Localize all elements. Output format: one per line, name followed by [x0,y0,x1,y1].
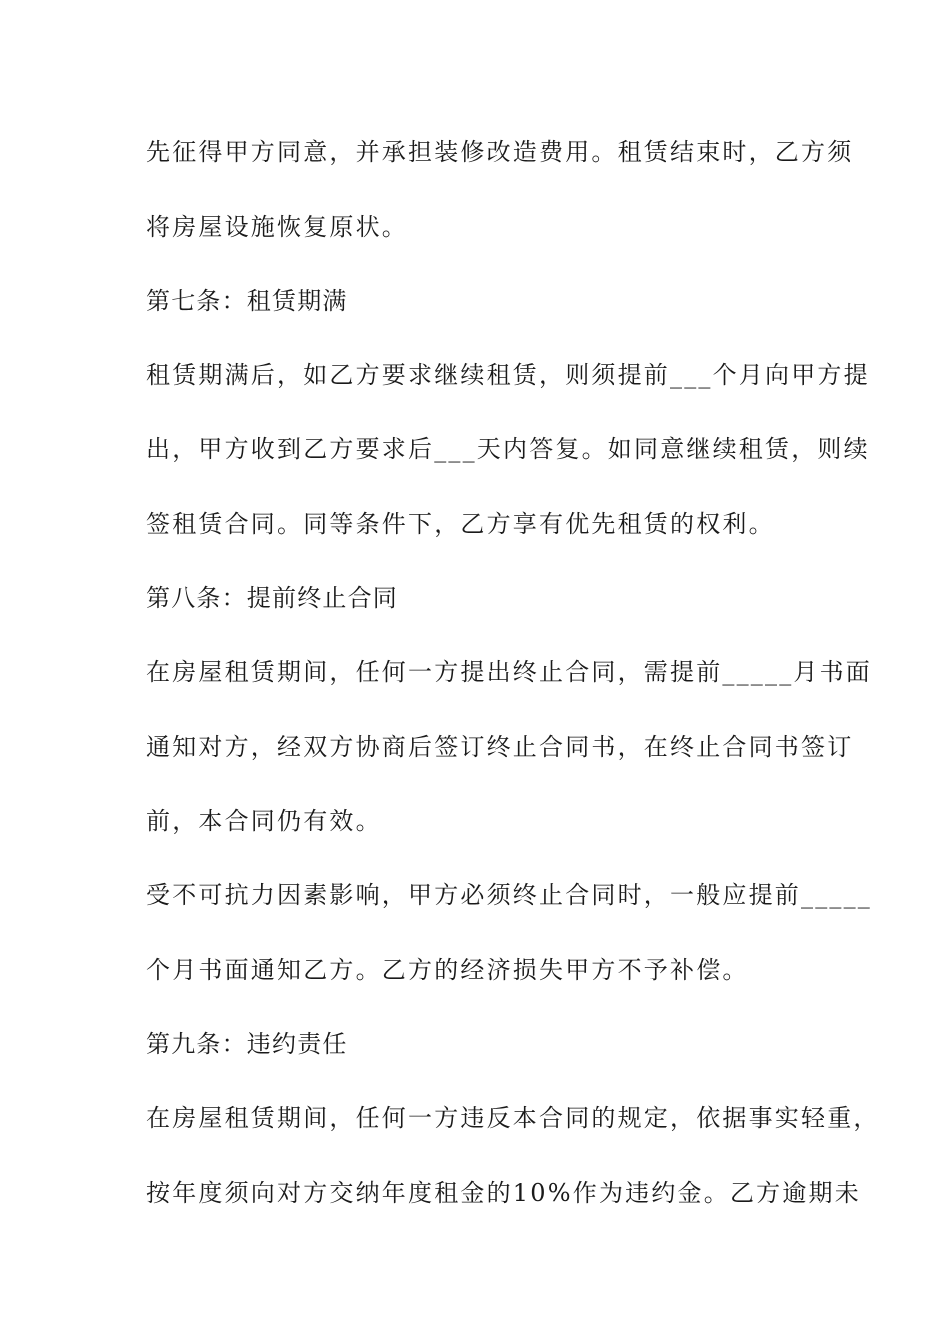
section-heading-article-7: 第七条：租赁期满 [146,287,348,315]
paragraph-line: 先征得甲方同意，并承担装修改造费用。租赁结束时，乙方须 [146,138,854,166]
paragraph-line: 受不可抗力因素影响，甲方必须终止合同时，一般应提前_____ [146,881,872,909]
paragraph-line: 在房屋租赁期间，任何一方提出终止合同，需提前_____月书面 [146,658,872,686]
paragraph-line: 签租赁合同。同等条件下，乙方享有优先租赁的权利。 [146,510,775,538]
paragraph-line: 将房屋设施恢复原状。 [146,213,408,241]
paragraph-line: 通知对方，经双方协商后签订终止合同书，在终止合同书签订 [146,733,854,761]
paragraph-line: 前，本合同仍有效。 [146,807,382,835]
paragraph-line: 个月书面通知乙方。乙方的经济损失甲方不予补偿。 [146,956,749,984]
paragraph-line: 租赁期满后，如乙方要求继续租赁，则须提前___个月向甲方提 [146,361,870,389]
paragraph-line: 出，甲方收到乙方要求后___天内答复。如同意继续租赁，则续 [146,435,870,463]
paragraph-line: 按年度须向对方交纳年度租金的10%作为违约金。乙方逾期未 [146,1179,861,1207]
paragraph-line: 在房屋租赁期间，任何一方违反本合同的规定，依据事实轻重， [146,1104,880,1132]
section-heading-article-9: 第九条：违约责任 [146,1030,348,1058]
section-heading-article-8: 第八条：提前终止合同 [146,584,398,612]
